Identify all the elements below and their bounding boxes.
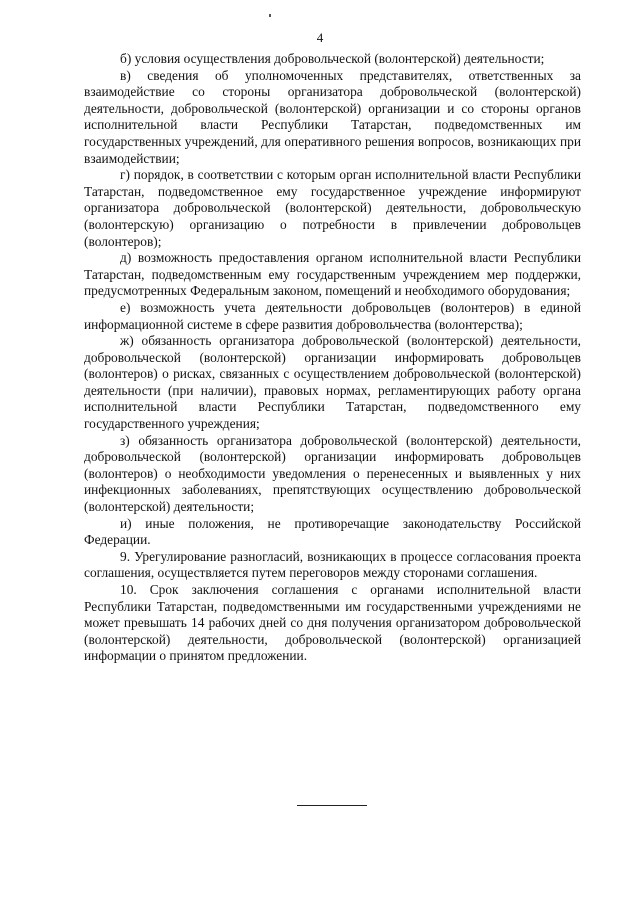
paragraph-i-other: и) иные положения, не противоречащие законодательству Российской Федерации. [84,515,581,548]
paragraph-zh-risks: ж) обязанность организатора добровольческой (волонтерской) деятельности, добровольческой (волонтерской) организации информировать добровольцев (волонтеров) о рисках, связанных с осуществлением добровольческой (волонтерской) деятельности (при наличии), правовых нормах, регламентирующих работу органа исполнительной власти Республики Татарстан, подведомственного ему государственного учреждения; [84,333,581,432]
paragraph-d-support: д) возможность предоставления органом исполнительной власти Республики Татарстан, подведомственным ему государственным учреждением мер поддержки, предусмотренных Федеральным законом, помещений и необходимого оборудования; [84,250,581,299]
paragraph-10-term: 10. Срок заключения соглашения с органами исполнительной власти Республики Татарстан, подведомственными им государственными учреждениями не может превышать 14 рабочих дней со дня получения организатором добровольческой (волонтерской) деятельности, добровольческой (волонтерской) организацией информации о принятом предложении. [84,582,581,664]
paragraph-9-disputes: 9. Урегулирование разногласий, возникающих в процессе согласования проекта соглашения, осуществляется путем переговоров между сторонами соглашения. [84,548,581,581]
end-divider [297,805,367,806]
paragraph-b-conditions: б) условия осуществления добровольческой (волонтерской) деятельности; [120,51,545,66]
paragraph-v-representatives: в) сведения об уполномоченных представителях, ответственных за взаимодействие со стороны организатора добровольческой (волонтерской) деятельности, добровольческой (волонтерской) организации и со стороны органов исполнительной власти Республики Татарстан, подведомственных им государственных учреждений, для оперативного решения вопросов, возникающих при взаимодействии; [84,67,581,166]
paragraph-z-infections: з) обязанность организатора добровольческой (волонтерской) деятельности, добровольческой (волонтерской) организации информировать добровольцев (волонтеров) о необходимости уведомления о перенесенных и выявленных у них инфекционных заболеваниях, препятствующих осуществлению добровольческой (волонтерской) деятельности; [84,432,581,515]
paragraph-g-procedure: г) порядок, в соответствии с которым орган исполнительной власти Республики Татарстан, подведомственное ему государственное учреждение информируют организатора добровольческой (волонтерской) деятельности, добровольческую (волонтерскую) организацию о потребности в привлечении добровольцев (волонтеров); [84,167,581,249]
document-body [84,51,581,665]
scan-artifact [269,14,271,17]
page-number: 4 [316,30,324,45]
paragraph-e-accounting: е) возможность учета деятельности добровольцев (волонтеров) в единой информационной системе в сфере развития добровольчества (волонтерства); [84,299,581,332]
